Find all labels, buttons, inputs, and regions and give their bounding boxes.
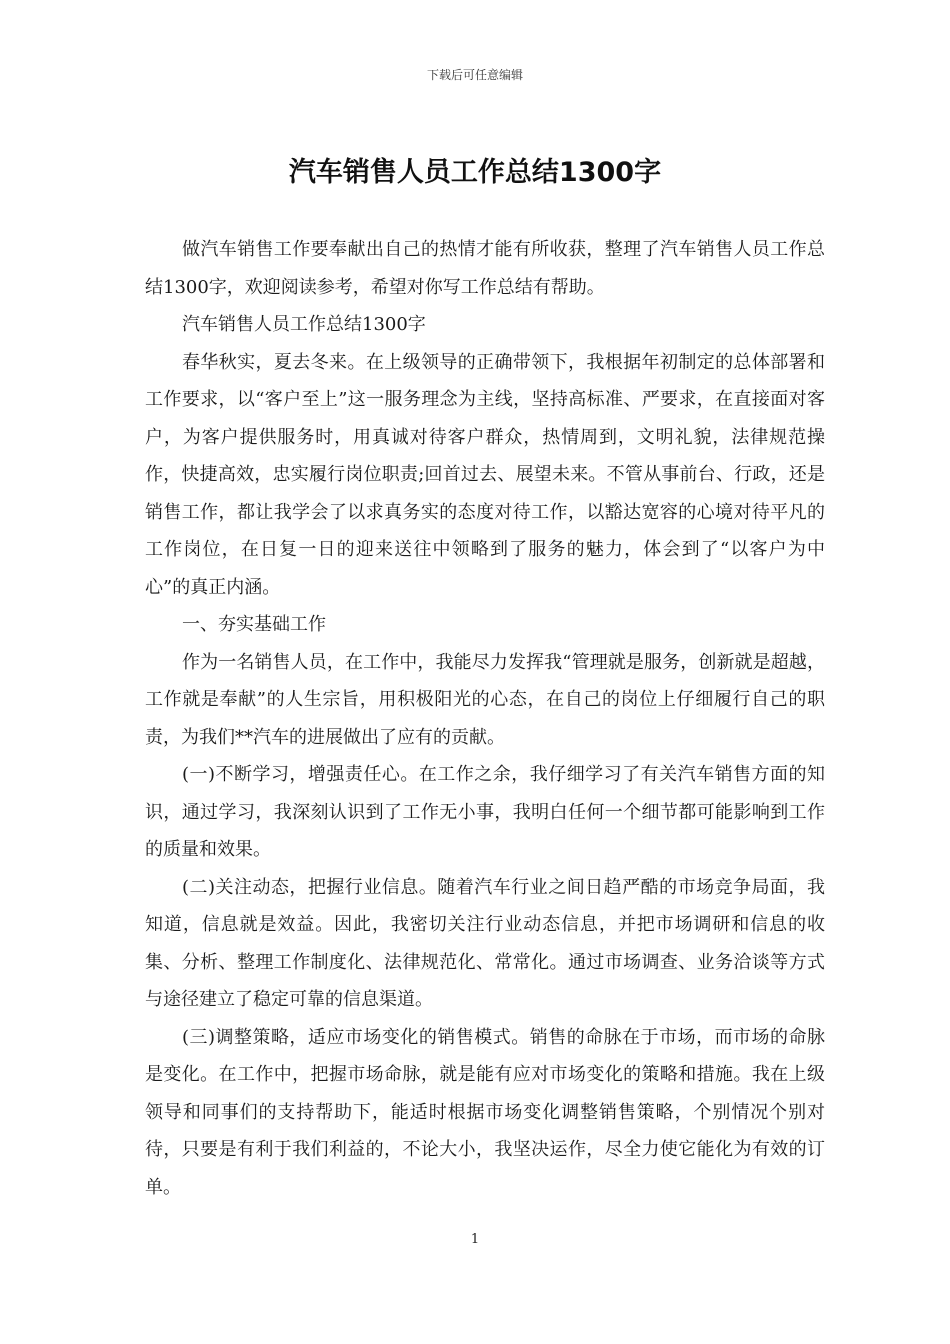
section-heading: 一、夯实基础工作: [182, 614, 326, 635]
document-title: 汽车销售人员工作总结1300字: [288, 157, 662, 188]
body-paragraph: (二)关注动态，把握行业信息。随着汽车行业之间日趋严酷的市场竞争局面，我知道，信息就是效益。因此，我密切关注行业动态信息，并把市场调研和信息的收集、分析、整理工作制度化、法律规范化、常常化。通过市场调查、业务洽谈等方式与途径建立了稳定可靠的信息渠道。: [145, 876, 825, 1010]
body-paragraph: 春华秋实，夏去冬来。在上级领导的正确带领下，我根据年初制定的总体部署和工作要求，以“客户至上”这一服务理念为主线，坚持高标准、严要求，在直接面对客户，为客户提供服务时，用真诚对待客户群众，热情周到，文明礼貌，法律规范操作，快捷高效，忠实履行岗位职责;回首过去、展望未来。不管从事前台、行政，还是销售工作，都让我学会了以求真务实的态度对待工作，以豁达宽容的心境对待平凡的工作岗位，在日复一日的迎来送往中领略到了服务的魅力，体会到了“以客户为中心”的真正内涵。: [145, 351, 825, 598]
body-paragraph: (三)调整策略，适应市场变化的销售模式。销售的命脉在于市场，而市场的命脉是变化。在工作中，把握市场命脉，就是能有应对市场变化的策略和措施。我在上级领导和同事们的支持帮助下，能适时根据市场变化调整销售策略，个别情况个别对待，只要是有利于我们利益的，不论大小，我坚决运作，尽全力使它能化为有效的订单。: [145, 1026, 825, 1198]
body-paragraph: (一)不断学习，增强责任心。在工作之余，我仔细学习了有关汽车销售方面的知识，通过学习，我深刻认识到了工作无小事，我明白任何一个细节都可能影响到工作的质量和效果。: [145, 764, 825, 860]
document-body: [145, 231, 825, 1206]
intro-paragraph: 做汽车销售工作要奉献出自己的热情才能有所收获，整理了汽车销售人员工作总结1300字，欢迎阅读参考，希望对你写工作总结有帮助。: [145, 239, 825, 298]
subtitle-paragraph: 汽车销售人员工作总结1300字: [182, 314, 426, 335]
body-paragraph: 作为一名销售人员，在工作中，我能尽力发挥我“管理就是服务，创新就是超越，工作就是奉献”的人生宗旨，用积极阳光的心态，在自己的岗位上仔细履行自己的职责，为我们**汽车的进展做出了应有的贡献。: [145, 651, 825, 748]
page-number: 1: [470, 1232, 480, 1247]
header-note: 下载后可任意编辑: [426, 68, 523, 82]
